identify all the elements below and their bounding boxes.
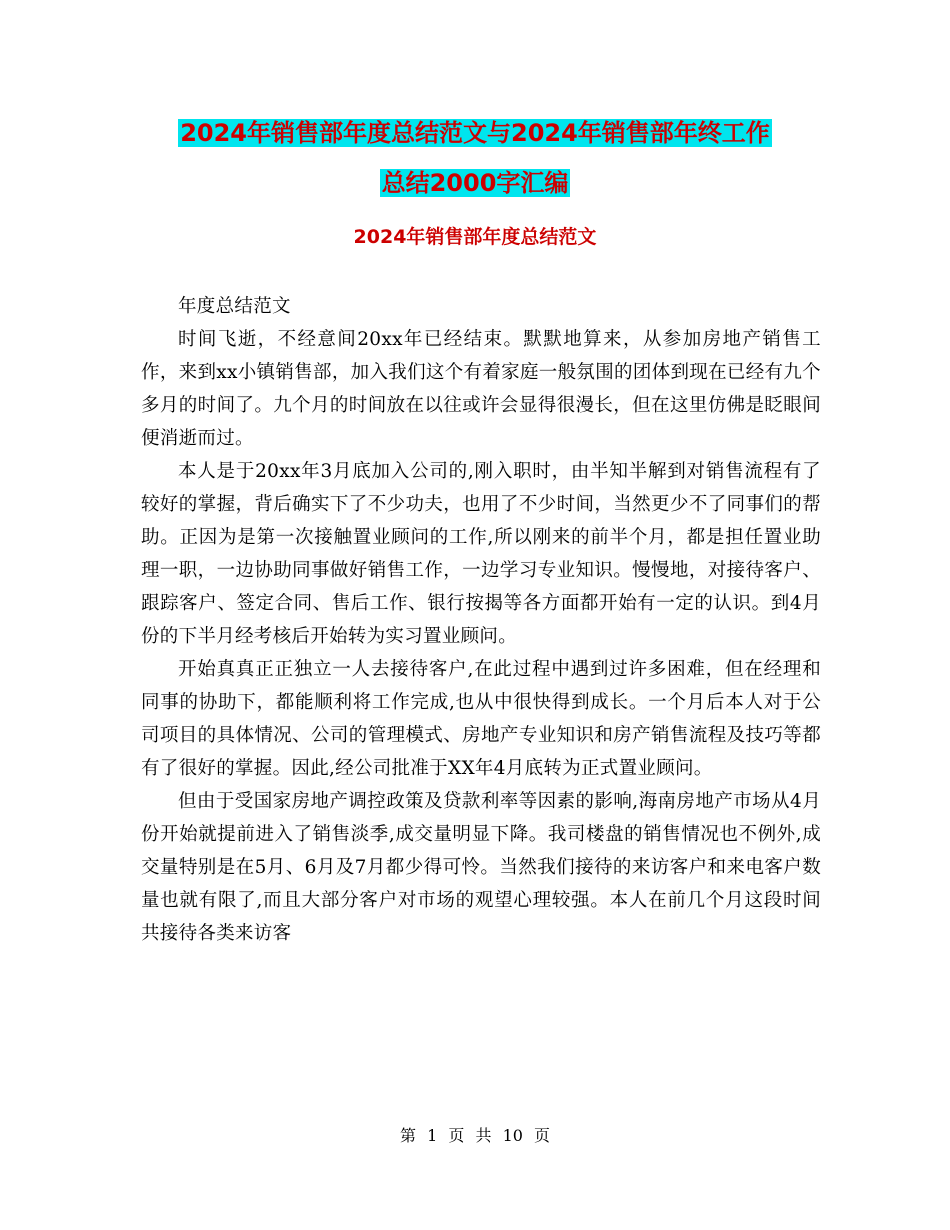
page-footer — [0, 1124, 950, 1148]
paragraph: 年度总结范文 — [178, 296, 291, 317]
section-title: 2024年销售部年度总结范文 — [353, 226, 597, 248]
footer-page-number: 1 — [427, 1126, 438, 1145]
paragraph: 本人是于20xx年3月底加入公司的,刚入职时，由半知半解到对销售流程有了较好的掌握，背后确实下了不少功夫，也用了不少时间，当然更少不了同事们的帮助。正因为是第一次接触置业顾问的工作,所以刚来的前半个月，都是担任置业助理一职，一边协助同事做好销售工作，一边学习专业知识。慢慢地，对接待客户、跟踪客户、签定合同、售后工作、银行按揭等各方面都开始有一定的认识。到4月份的下半月经考核后开始转为实习置业顾问。 — [141, 461, 821, 647]
footer-prefix: 第 — [399, 1126, 416, 1145]
footer-middle-1: 页 — [448, 1126, 465, 1145]
document-title — [100, 108, 850, 208]
footer-suffix: 页 — [534, 1126, 551, 1145]
footer-total-pages: 10 — [502, 1126, 523, 1145]
paragraph: 时间飞逝，不经意间20xx年已经结束。默默地算来，从参加房地产销售工作，来到xx小镇销售部，加入我们这个有着家庭一般氛围的团体到现在已经有九个多月的时间了。九个月的时间放在以往或许会显得很漫长，但在这里仿佛是眨眼间便消逝而过。 — [141, 329, 821, 449]
title-line-1: 2024年销售部年度总结范文与2024年销售部年终工作 — [180, 119, 770, 147]
paragraph: 但由于受国家房地产调控政策及贷款利率等因素的影响,海南房地产市场从4月份开始就提前进入了销售淡季,成交量明显下降。我司楼盘的销售情况也不例外,成交量特别是在5月、6月及7月都少得可怜。当然我们接待的来访客户和来电客户数量也就有限了,而且大部分客户对市场的观望心理较强。本人在前几个月这段时间共接待各类来访客 — [141, 791, 821, 944]
title-line-2: 总结2000字汇编 — [381, 169, 569, 197]
document-body — [141, 290, 821, 950]
paragraph: 开始真真正正独立一人去接待客户,在此过程中遇到过许多困难，但在经理和同事的协助下，都能顺利将工作完成,也从中很快得到成长。一个月后本人对于公司项目的具体情况、公司的管理模式、房地产专业知识和房产销售流程及技巧等都有了很好的掌握。因此,经公司批准于XX年4月底转为正式置业顾问。 — [141, 659, 821, 779]
footer-middle-2: 共 — [475, 1126, 492, 1145]
